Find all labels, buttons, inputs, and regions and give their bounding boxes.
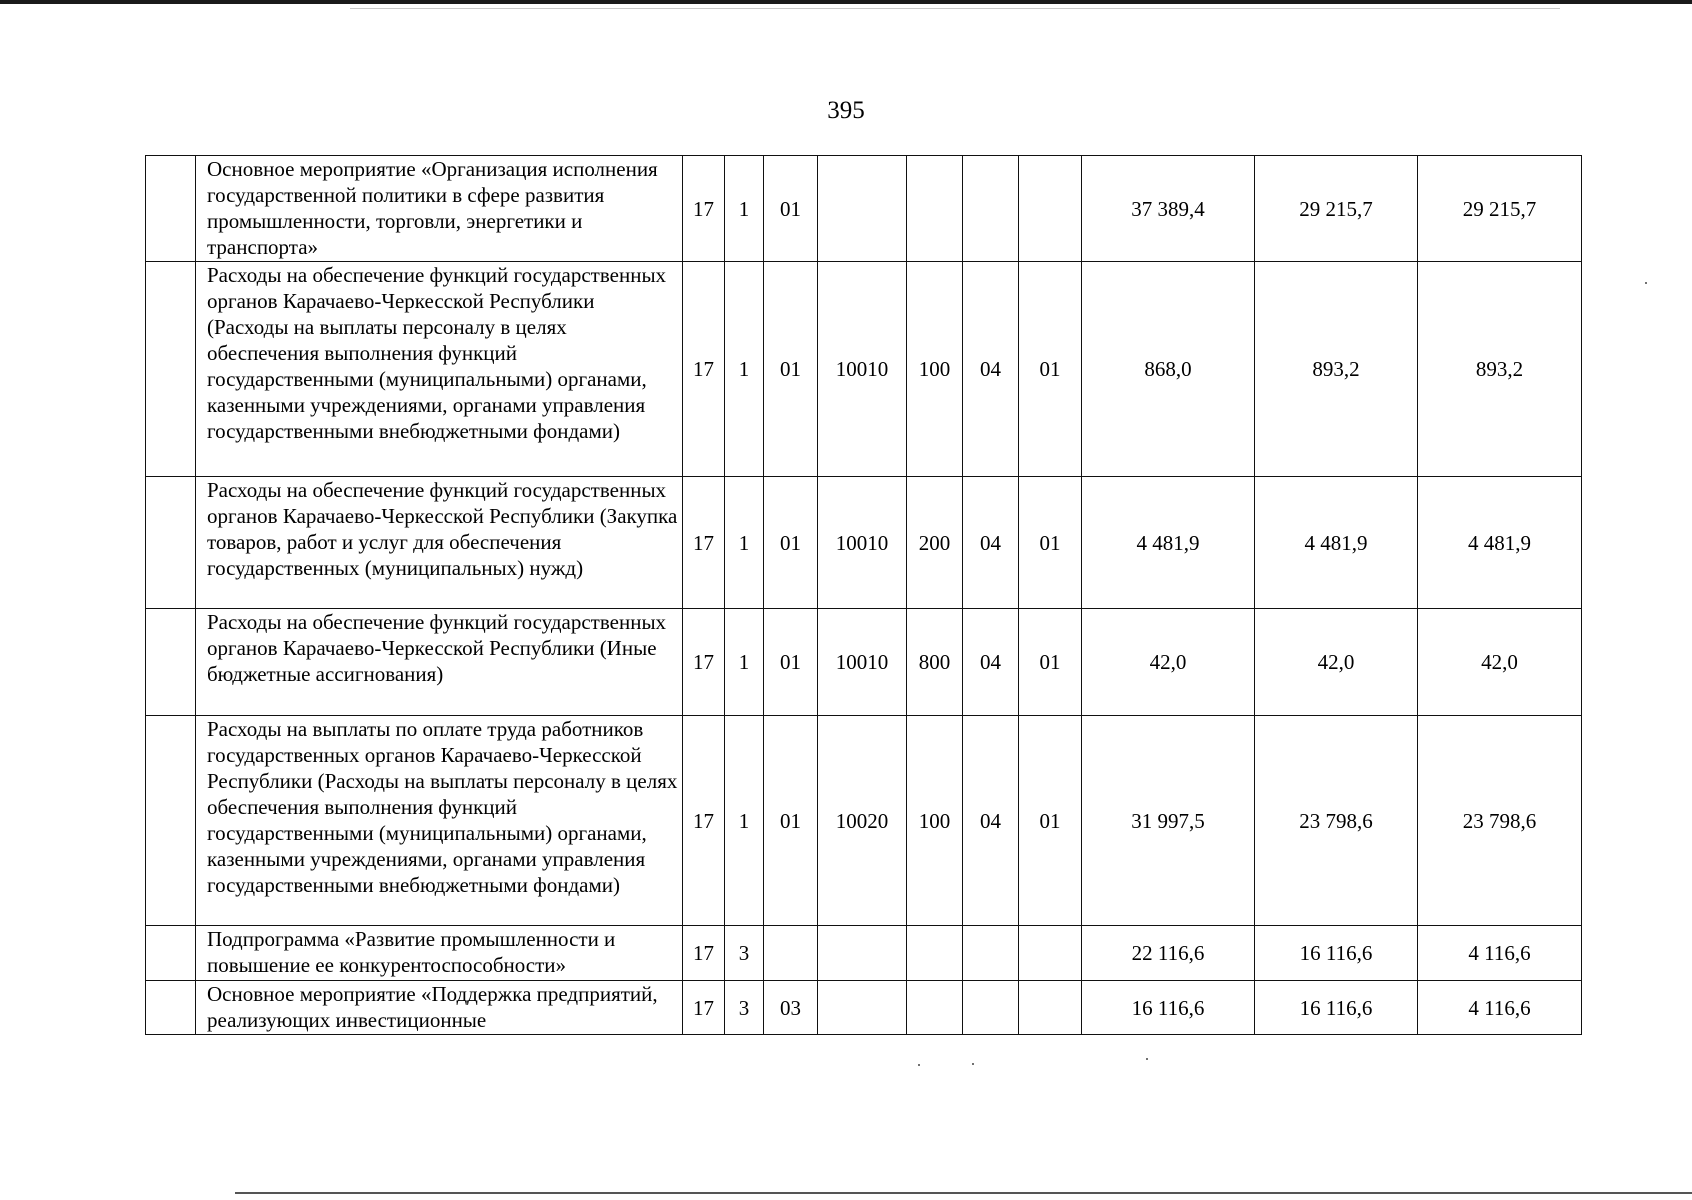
table-row <box>146 477 1582 609</box>
cell-code-6: 04 <box>963 477 1019 609</box>
cell-amount-1: 16 116,6 <box>1082 981 1255 1035</box>
table-row <box>146 981 1582 1035</box>
cell-code-4: 10020 <box>818 716 907 926</box>
row-index-cell <box>146 477 196 609</box>
cell-amount-3: 893,2 <box>1418 262 1582 477</box>
row-description-text: Основное мероприятие «Организация исполнения государственной политики в сфере развития промышленности, торговли, энергетики и транспорта» <box>207 157 658 259</box>
table-row <box>146 609 1582 716</box>
budget-table <box>145 155 1582 1035</box>
page-number: 395 <box>827 97 865 124</box>
row-description-text: Подпрограмма «Развитие промышленности и повышение ее конкурентоспособности» <box>207 927 616 977</box>
cell-code-1: 17 <box>683 262 725 477</box>
cell-code-6: 04 <box>963 609 1019 716</box>
row-description-text: Расходы на обеспечение функций государственных органов Карачаево-Черкесской Республики (Расходы на выплаты персоналу в целях обеспечения выполнения функций государственными (муниципальными) органами, казенными учреждениями, органами управления государственными внебюджетными фондами) <box>207 263 667 443</box>
row-index-cell <box>146 609 196 716</box>
cell-code-1: 17 <box>683 926 725 981</box>
cell-amount-2: 893,2 <box>1255 262 1418 477</box>
cell-amount-3: 4 481,9 <box>1418 477 1582 609</box>
cell-amount-3: 29 215,7 <box>1418 156 1582 262</box>
cell-code-4 <box>818 926 907 981</box>
row-description-text: Основное мероприятие «Поддержка предприятий, реализующих инвестиционные <box>207 982 658 1032</box>
cell-code-2: 1 <box>725 609 764 716</box>
cell-code-2: 1 <box>725 477 764 609</box>
cell-amount-1: 868,0 <box>1082 262 1255 477</box>
row-description <box>196 981 683 1035</box>
cell-code-1: 17 <box>683 156 725 262</box>
scan-speck <box>1645 282 1647 284</box>
cell-amount-2: 29 215,7 <box>1255 156 1418 262</box>
scan-edge-top <box>0 0 1692 4</box>
cell-code-5: 200 <box>907 477 963 609</box>
cell-code-6 <box>963 981 1019 1035</box>
cell-code-3: 01 <box>764 716 818 926</box>
cell-code-7 <box>1019 981 1082 1035</box>
cell-code-5: 800 <box>907 609 963 716</box>
cell-code-4 <box>818 981 907 1035</box>
cell-amount-1: 4 481,9 <box>1082 477 1255 609</box>
cell-code-3: 03 <box>764 981 818 1035</box>
cell-amount-1: 42,0 <box>1082 609 1255 716</box>
cell-amount-1: 31 997,5 <box>1082 716 1255 926</box>
row-index-cell <box>146 262 196 477</box>
cell-amount-2: 16 116,6 <box>1255 926 1418 981</box>
row-description-text: Расходы на обеспечение функций государственных органов Карачаево-Черкесской Республики (Закупка товаров, работ и услуг для обеспечения государственных (муниципальных) нужд) <box>207 478 678 580</box>
cell-code-2: 1 <box>725 262 764 477</box>
cell-code-7: 01 <box>1019 477 1082 609</box>
cell-code-2: 1 <box>725 716 764 926</box>
table-row <box>146 926 1582 981</box>
cell-amount-3: 4 116,6 <box>1418 981 1582 1035</box>
cell-code-4: 10010 <box>818 609 907 716</box>
row-index-cell <box>146 156 196 262</box>
cell-code-5 <box>907 156 963 262</box>
cell-code-7: 01 <box>1019 716 1082 926</box>
row-description <box>196 609 683 716</box>
cell-amount-1: 22 116,6 <box>1082 926 1255 981</box>
cell-code-2: 3 <box>725 926 764 981</box>
row-description <box>196 477 683 609</box>
cell-code-1: 17 <box>683 981 725 1035</box>
cell-code-5: 100 <box>907 716 963 926</box>
cell-code-7: 01 <box>1019 609 1082 716</box>
cell-amount-2: 42,0 <box>1255 609 1418 716</box>
table-row <box>146 156 1582 262</box>
cell-code-4 <box>818 156 907 262</box>
scan-line-bottom <box>235 1192 1692 1194</box>
scan-speck <box>1146 1058 1148 1060</box>
cell-code-6: 04 <box>963 262 1019 477</box>
row-description <box>196 716 683 926</box>
cell-code-3: 01 <box>764 262 818 477</box>
row-index-cell <box>146 716 196 926</box>
row-description <box>196 262 683 477</box>
cell-code-6: 04 <box>963 716 1019 926</box>
cell-code-2: 1 <box>725 156 764 262</box>
cell-code-1: 17 <box>683 477 725 609</box>
cell-code-7 <box>1019 156 1082 262</box>
cell-code-3: 01 <box>764 477 818 609</box>
cell-code-5 <box>907 926 963 981</box>
cell-code-2: 3 <box>725 981 764 1035</box>
scan-speck <box>918 1064 920 1066</box>
scan-speck <box>972 1063 974 1065</box>
row-description-text: Расходы на выплаты по оплате труда работников государственных органов Карачаево-Черкесской Республики (Расходы на выплаты персоналу в целях обеспечения выполнения функций государственными (муниципальными) органами, казенными учреждениями, органами управления государственными внебюджетными фондами) <box>207 717 678 897</box>
cell-amount-3: 23 798,6 <box>1418 716 1582 926</box>
cell-code-5 <box>907 981 963 1035</box>
row-description <box>196 156 683 262</box>
cell-amount-3: 42,0 <box>1418 609 1582 716</box>
cell-code-1: 17 <box>683 609 725 716</box>
row-index-cell <box>146 926 196 981</box>
cell-code-5: 100 <box>907 262 963 477</box>
cell-code-4: 10010 <box>818 477 907 609</box>
cell-amount-2: 23 798,6 <box>1255 716 1418 926</box>
cell-code-7 <box>1019 926 1082 981</box>
cell-amount-2: 16 116,6 <box>1255 981 1418 1035</box>
cell-code-6 <box>963 156 1019 262</box>
table-row <box>146 716 1582 926</box>
cell-code-7: 01 <box>1019 262 1082 477</box>
cell-code-6 <box>963 926 1019 981</box>
table-row <box>146 262 1582 477</box>
row-description <box>196 926 683 981</box>
cell-amount-1: 37 389,4 <box>1082 156 1255 262</box>
cell-code-3 <box>764 926 818 981</box>
cell-code-4: 10010 <box>818 262 907 477</box>
cell-code-1: 17 <box>683 716 725 926</box>
cell-code-3: 01 <box>764 609 818 716</box>
row-description-text: Расходы на обеспечение функций государственных органов Карачаево-Черкесской Республики (Иные бюджетные ассигнования) <box>207 610 667 686</box>
cell-amount-3: 4 116,6 <box>1418 926 1582 981</box>
cell-amount-2: 4 481,9 <box>1255 477 1418 609</box>
row-index-cell <box>146 981 196 1035</box>
scan-line-top <box>350 8 1560 9</box>
cell-code-3: 01 <box>764 156 818 262</box>
